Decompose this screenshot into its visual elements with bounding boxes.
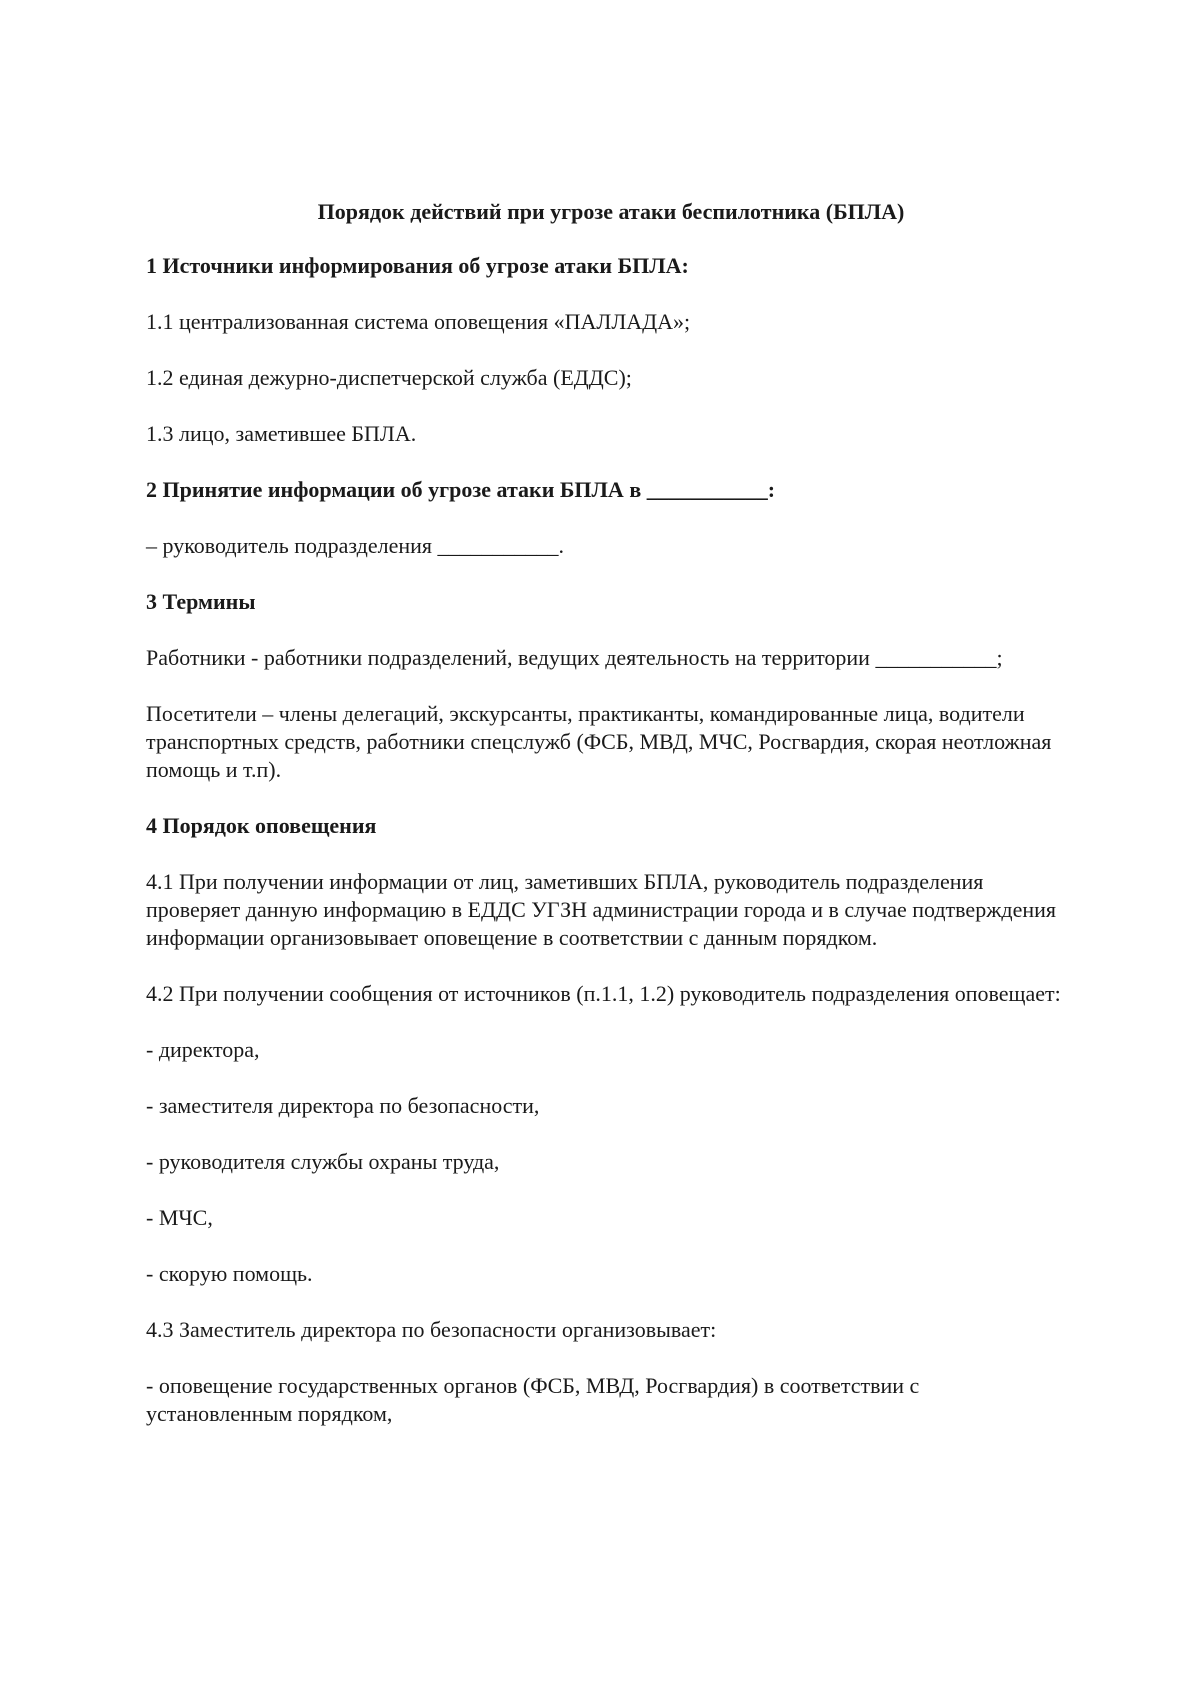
notify-list-item: - заместителя директора по безопасности, [146, 1093, 540, 1118]
notify-list-item: - руководителя службы охраны труда, [146, 1149, 500, 1174]
notify-list-item: - скорую помощь. [146, 1261, 313, 1286]
notify-list-item: - директора, [146, 1037, 260, 1062]
document-body [146, 198, 1066, 1456]
paragraph-4-3: 4.3 Заместитель директора по безопасности организовывает: [146, 1317, 717, 1342]
section-2-heading: 2 Принятие информации об угрозе атаки БПЛА в ___________: [146, 477, 776, 502]
paragraph-4-2: 4.2 При получении сообщения от источников (п.1.1, 1.2) руководитель подразделения оповещает: [146, 981, 1061, 1006]
document-title: Порядок действий при угрозе атаки беспилотника (БПЛА) [317, 199, 905, 224]
notify-list-item: - МЧС, [146, 1205, 213, 1230]
section-1-item-1: 1.1 централизованная система оповещения «ПАЛЛАДА»; [146, 309, 691, 334]
section-2-item-1: – руководитель подразделения ___________. [146, 533, 564, 558]
section-3-heading: 3 Термины [146, 589, 256, 614]
term-workers: Работники - работники подразделений, ведущих деятельность на территории ___________; [146, 645, 1003, 670]
section-1-item-2: 1.2 единая дежурно-диспетчерской служба (ЕДДС); [146, 365, 632, 390]
section-1-item-3: 1.3 лицо, заметившее БПЛА. [146, 421, 417, 446]
section-1-heading: 1 Источники информирования об угрозе атаки БПЛА: [146, 253, 689, 278]
paragraph-4-1: 4.1 При получении информации от лиц, заметивших БПЛА, руководитель подразделения проверяет данную информацию в ЕДДС УГЗН администрации города и в случае подтверждения информации организовывает оповещение в соответствии с данным порядком. [146, 869, 1057, 950]
term-visitors: Посетители – члены делегаций, экскурсанты, практиканты, командированные лица, водители транспортных средств, работники спецслужб (ФСБ, МВД, МЧС, Росгвардия, скорая неотложная помощь и т.п). [146, 701, 1052, 782]
section-4-heading: 4 Порядок оповещения [146, 813, 377, 838]
organize-list-item: - оповещение государственных органов (ФСБ, МВД, Росгвардия) в соответствии с установленным порядком, [146, 1373, 920, 1426]
